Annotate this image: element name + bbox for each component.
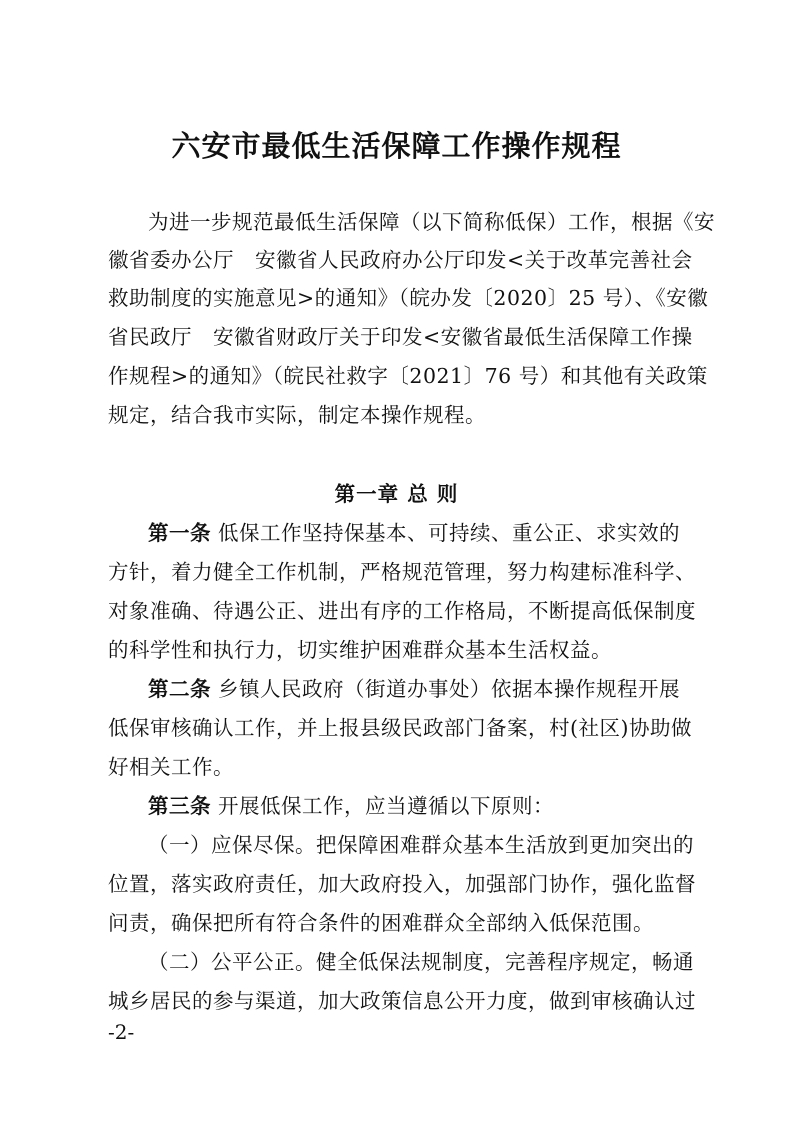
article-1-label: 第一条 — [148, 521, 211, 545]
article-2-line-3: 好相关工作。 — [108, 755, 234, 779]
article-3-label: 第三条 — [148, 794, 211, 818]
article-3-line-1 — [148, 791, 554, 821]
article-3-item-2-line-1: （二）公平公正。健全低保法规制度，完善程序规定，畅通 — [148, 950, 694, 974]
article-2-text: 乡镇人民政府（街道办事处）依据本操作规程开展 — [211, 677, 681, 701]
intro-line-3: 救助制度的实施意见>的通知》（皖办发〔2020〕25 号）、《安徽 — [108, 286, 709, 310]
article-1-line-3: 对象准确、待遇公正、进出有序的工作格局，不断提高低保制度 — [108, 599, 696, 623]
article-3-item-2-line-2: 城乡居民的参与渠道，加大政策信息公开力度，做到审核确认过 — [108, 989, 696, 1013]
document-title: 六安市最低生活保障工作操作规程 — [171, 129, 622, 163]
intro-line-5: 作规程>的通知》（皖民社救字〔2021〕76 号）和其他有关政策 — [108, 364, 708, 388]
article-1-line-1 — [148, 518, 680, 548]
article-3-item-1-line-3: 问责，确保把所有符合条件的困难群众全部纳入低保范围。 — [108, 911, 654, 935]
article-2-label: 第二条 — [148, 677, 211, 701]
intro-line-4: 省民政厅 安徽省财政厅关于印发<安徽省最低生活保障工作操 — [108, 325, 693, 349]
page-number: -2- — [108, 1020, 135, 1044]
intro-line-6: 规定，结合我市实际，制定本操作规程。 — [108, 403, 486, 427]
article-1-text: 低保工作坚持保基本、可持续、重公正、求实效的 — [211, 521, 681, 545]
article-3-text: 开展低保工作，应当遵循以下原则： — [211, 794, 555, 818]
article-3-item-1-line-2: 位置，落实政府责任，加大政府投入，加强部门协作，强化监督 — [108, 872, 696, 896]
intro-line-2: 徽省委办公厅 安徽省人民政府办公厅印发<关于改革完善社会 — [108, 248, 693, 272]
intro-line-1: 为进一步规范最低生活保障（以下简称低保）工作，根据《安 — [148, 210, 715, 234]
article-2-line-1 — [148, 674, 680, 704]
article-3-item-1-line-1: （一）应保尽保。把保障困难群众基本生活放到更加突出的 — [148, 833, 694, 857]
chapter-heading: 第一章 总 则 — [334, 482, 459, 506]
article-2-line-2: 低保审核确认工作，并上报县级民政部门备案，村(社区)协助做 — [108, 716, 692, 740]
article-1-line-2: 方针，着力健全工作机制，严格规范管理，努力构建标准科学、 — [108, 560, 696, 584]
article-1-line-4: 的科学性和执行力，切实维护困难群众基本生活权益。 — [108, 638, 612, 662]
